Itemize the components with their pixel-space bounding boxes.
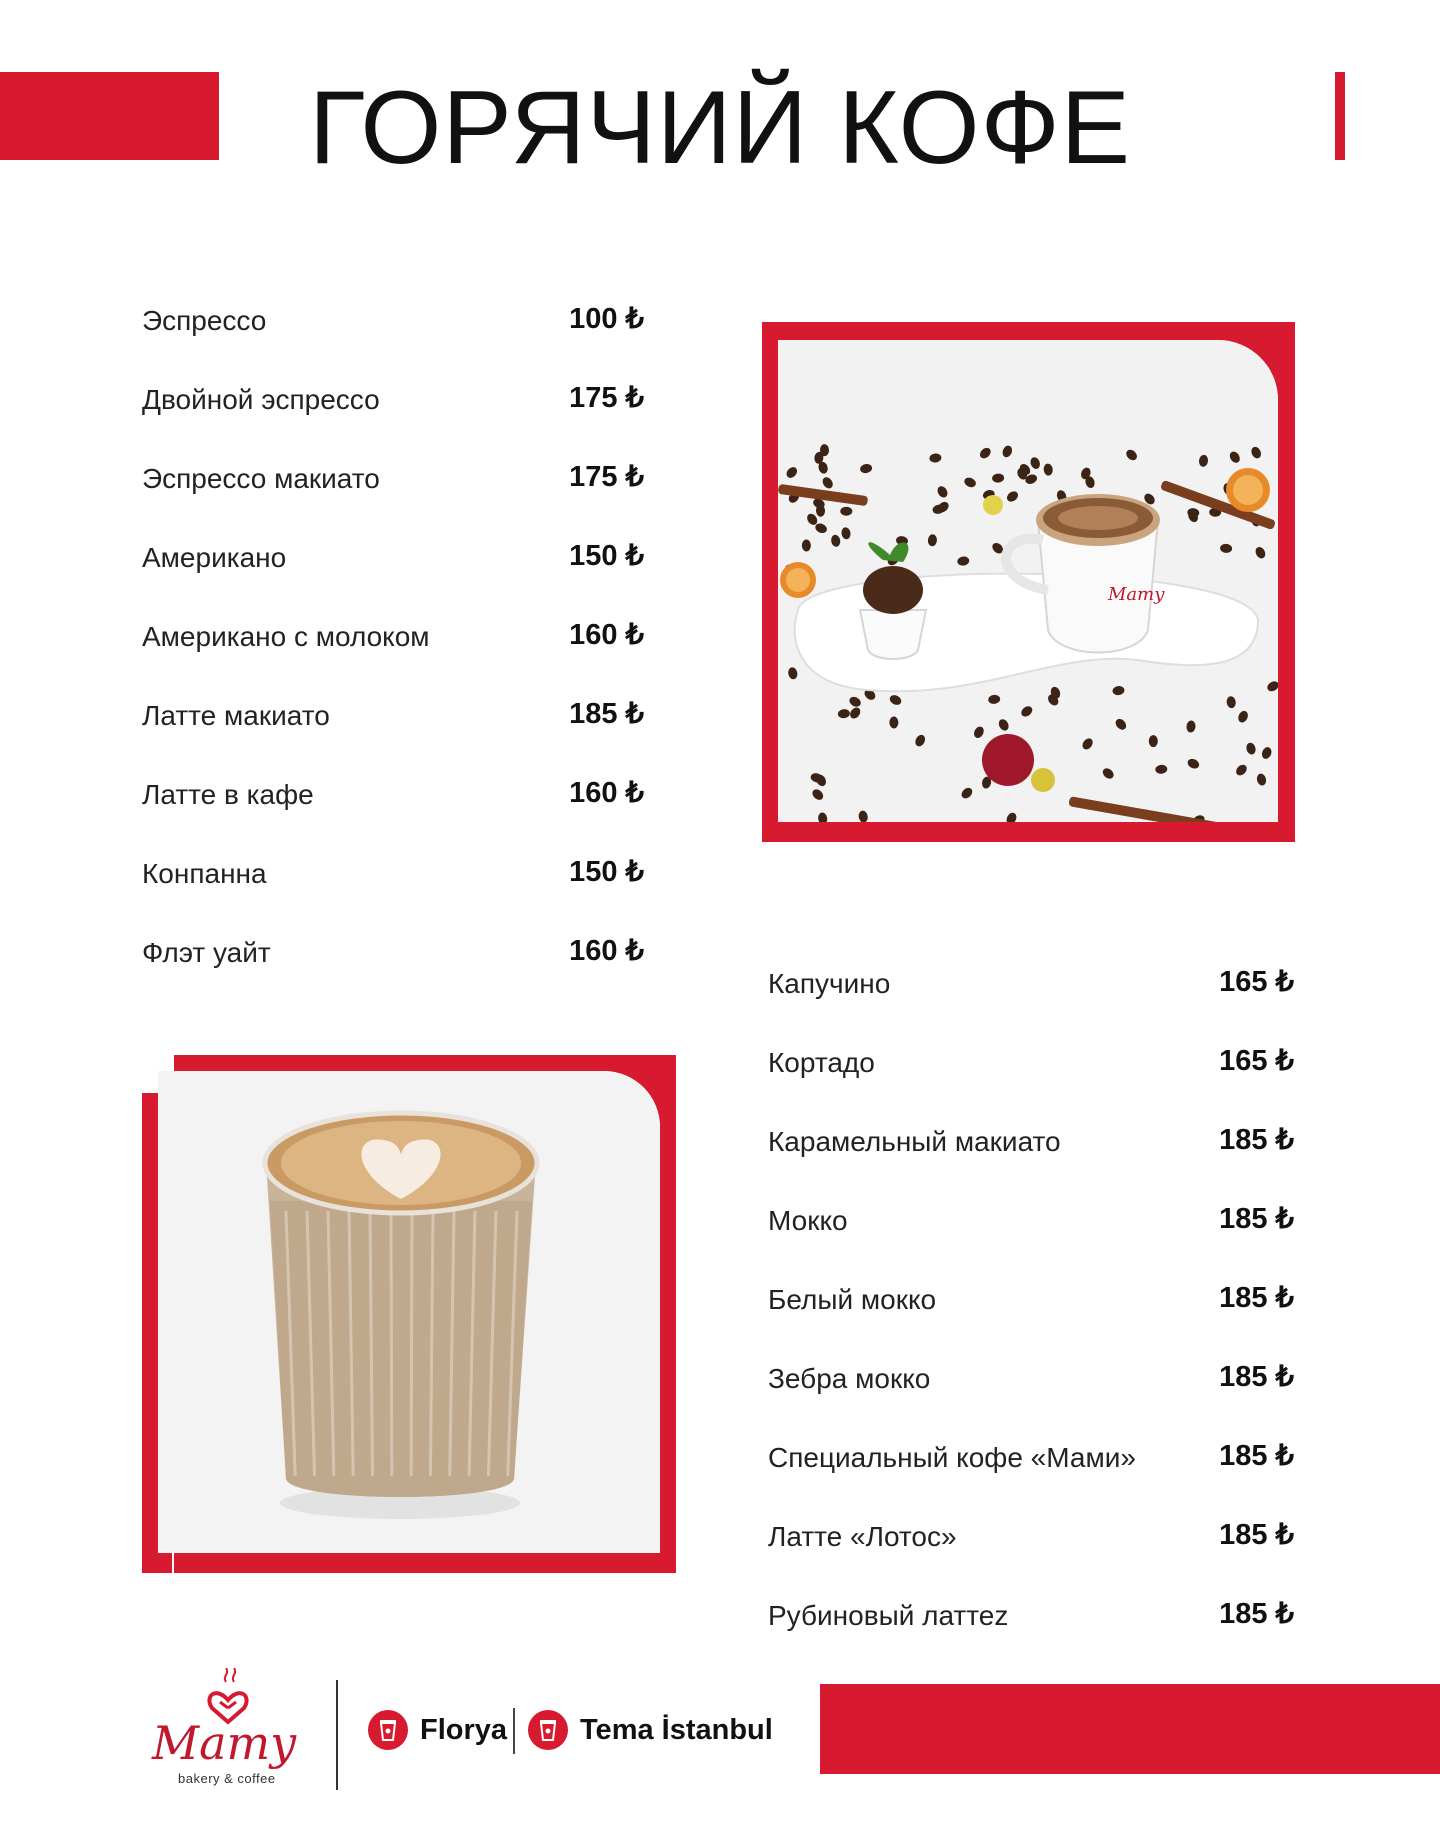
location-tema-istanbul — [528, 1710, 773, 1750]
menu-item-name: Эспрессо макиато — [142, 463, 380, 494]
menu-item-price: 160 ₺ — [569, 777, 644, 809]
menu-item — [142, 931, 644, 1010]
location-name-tema-istanbul: Tema İstanbul — [580, 1713, 773, 1746]
menu-item-name: Латте «Лотос» — [768, 1521, 957, 1552]
menu-item — [142, 457, 644, 536]
cappuccino-illustration — [778, 340, 1278, 822]
menu-item — [142, 615, 644, 694]
menu-item-price: 165 ₺ — [1219, 1045, 1294, 1077]
mamy-logo — [148, 1668, 308, 1792]
menu-item — [768, 1278, 1294, 1357]
menu-item-price: 160 ₺ — [569, 935, 644, 967]
menu-item — [768, 1199, 1294, 1278]
menu-list-right — [768, 962, 1294, 1673]
menu-item-name: Капучино — [768, 968, 891, 999]
location-name-florya: Florya — [420, 1713, 508, 1746]
menu-item-price: 185 ₺ — [1219, 1282, 1294, 1314]
latte-photo — [158, 1071, 660, 1553]
menu-item-name: Конпанна — [142, 858, 267, 889]
page-title: ГОРЯЧИЙ КОФЕ — [308, 70, 1131, 186]
menu-item-name: Американо — [142, 542, 287, 573]
coffee-cup-icon — [368, 1710, 408, 1750]
menu-item-name: Мокко — [768, 1205, 848, 1236]
menu-item-price: 175 ₺ — [569, 461, 644, 493]
menu-item-price: 185 ₺ — [1219, 1598, 1294, 1630]
menu-item — [768, 1594, 1294, 1673]
menu-item-price: 100 ₺ — [569, 303, 644, 335]
menu-item-name: Американо с молоком — [142, 621, 430, 652]
menu-item-price: 185 ₺ — [1219, 1124, 1294, 1156]
menu-item-name: Рубиновый латтеz — [768, 1600, 1009, 1631]
menu-item-name: Двойной эспрессо — [142, 384, 380, 415]
menu-item-price: 160 ₺ — [569, 619, 644, 651]
menu-item — [768, 1357, 1294, 1436]
menu-item-price: 185 ₺ — [1219, 1361, 1294, 1393]
cappuccino-photo — [778, 340, 1278, 822]
menu-item — [142, 694, 644, 773]
menu-item-price: 185 ₺ — [1219, 1519, 1294, 1551]
menu-item-price: 185 ₺ — [569, 698, 644, 730]
location-divider — [513, 1708, 515, 1754]
menu-item — [142, 773, 644, 852]
menu-list-left — [142, 299, 644, 1010]
menu-item — [142, 852, 644, 931]
menu-item-name: Кортадо — [768, 1047, 875, 1078]
menu-item-name: Карамельный макиато — [768, 1126, 1061, 1157]
location-florya — [368, 1710, 507, 1750]
svg-text:Mamy: Mamy — [1108, 584, 1165, 605]
menu-item — [768, 1120, 1294, 1199]
menu-item-price: 185 ₺ — [1219, 1440, 1294, 1472]
menu-item-name: Латте в кафе — [142, 779, 314, 810]
menu-item-price: 185 ₺ — [1219, 1203, 1294, 1235]
menu-item-price: 165 ₺ — [1219, 966, 1294, 998]
menu-item-price: 150 ₺ — [569, 856, 644, 888]
logo-brand: Mamy — [152, 1716, 297, 1770]
menu-item — [142, 299, 644, 378]
bottom-right-red-bar — [820, 1684, 1440, 1774]
menu-item-name: Специальный кофе «Мами» — [768, 1442, 1136, 1473]
menu-item-price: 150 ₺ — [569, 540, 644, 572]
menu-item-name: Белый мокко — [768, 1284, 937, 1315]
menu-item — [768, 1436, 1294, 1515]
menu-item — [142, 536, 644, 615]
logo-tagline: bakery & coffee — [178, 1771, 276, 1786]
menu-item-name: Флэт уайт — [142, 937, 271, 968]
menu-item — [768, 1041, 1294, 1120]
coffee-cup-icon — [528, 1710, 568, 1750]
latte-glass-illustration — [158, 1071, 660, 1553]
menu-item — [768, 962, 1294, 1041]
footer-divider — [336, 1680, 338, 1790]
menu-item-name: Эспрессо — [142, 305, 267, 336]
menu-item-name: Латте макиато — [142, 700, 330, 731]
menu-item — [142, 378, 644, 457]
menu-item — [768, 1515, 1294, 1594]
menu-item-name: Зебра мокко — [768, 1363, 931, 1394]
menu-item-price: 175 ₺ — [569, 382, 644, 414]
